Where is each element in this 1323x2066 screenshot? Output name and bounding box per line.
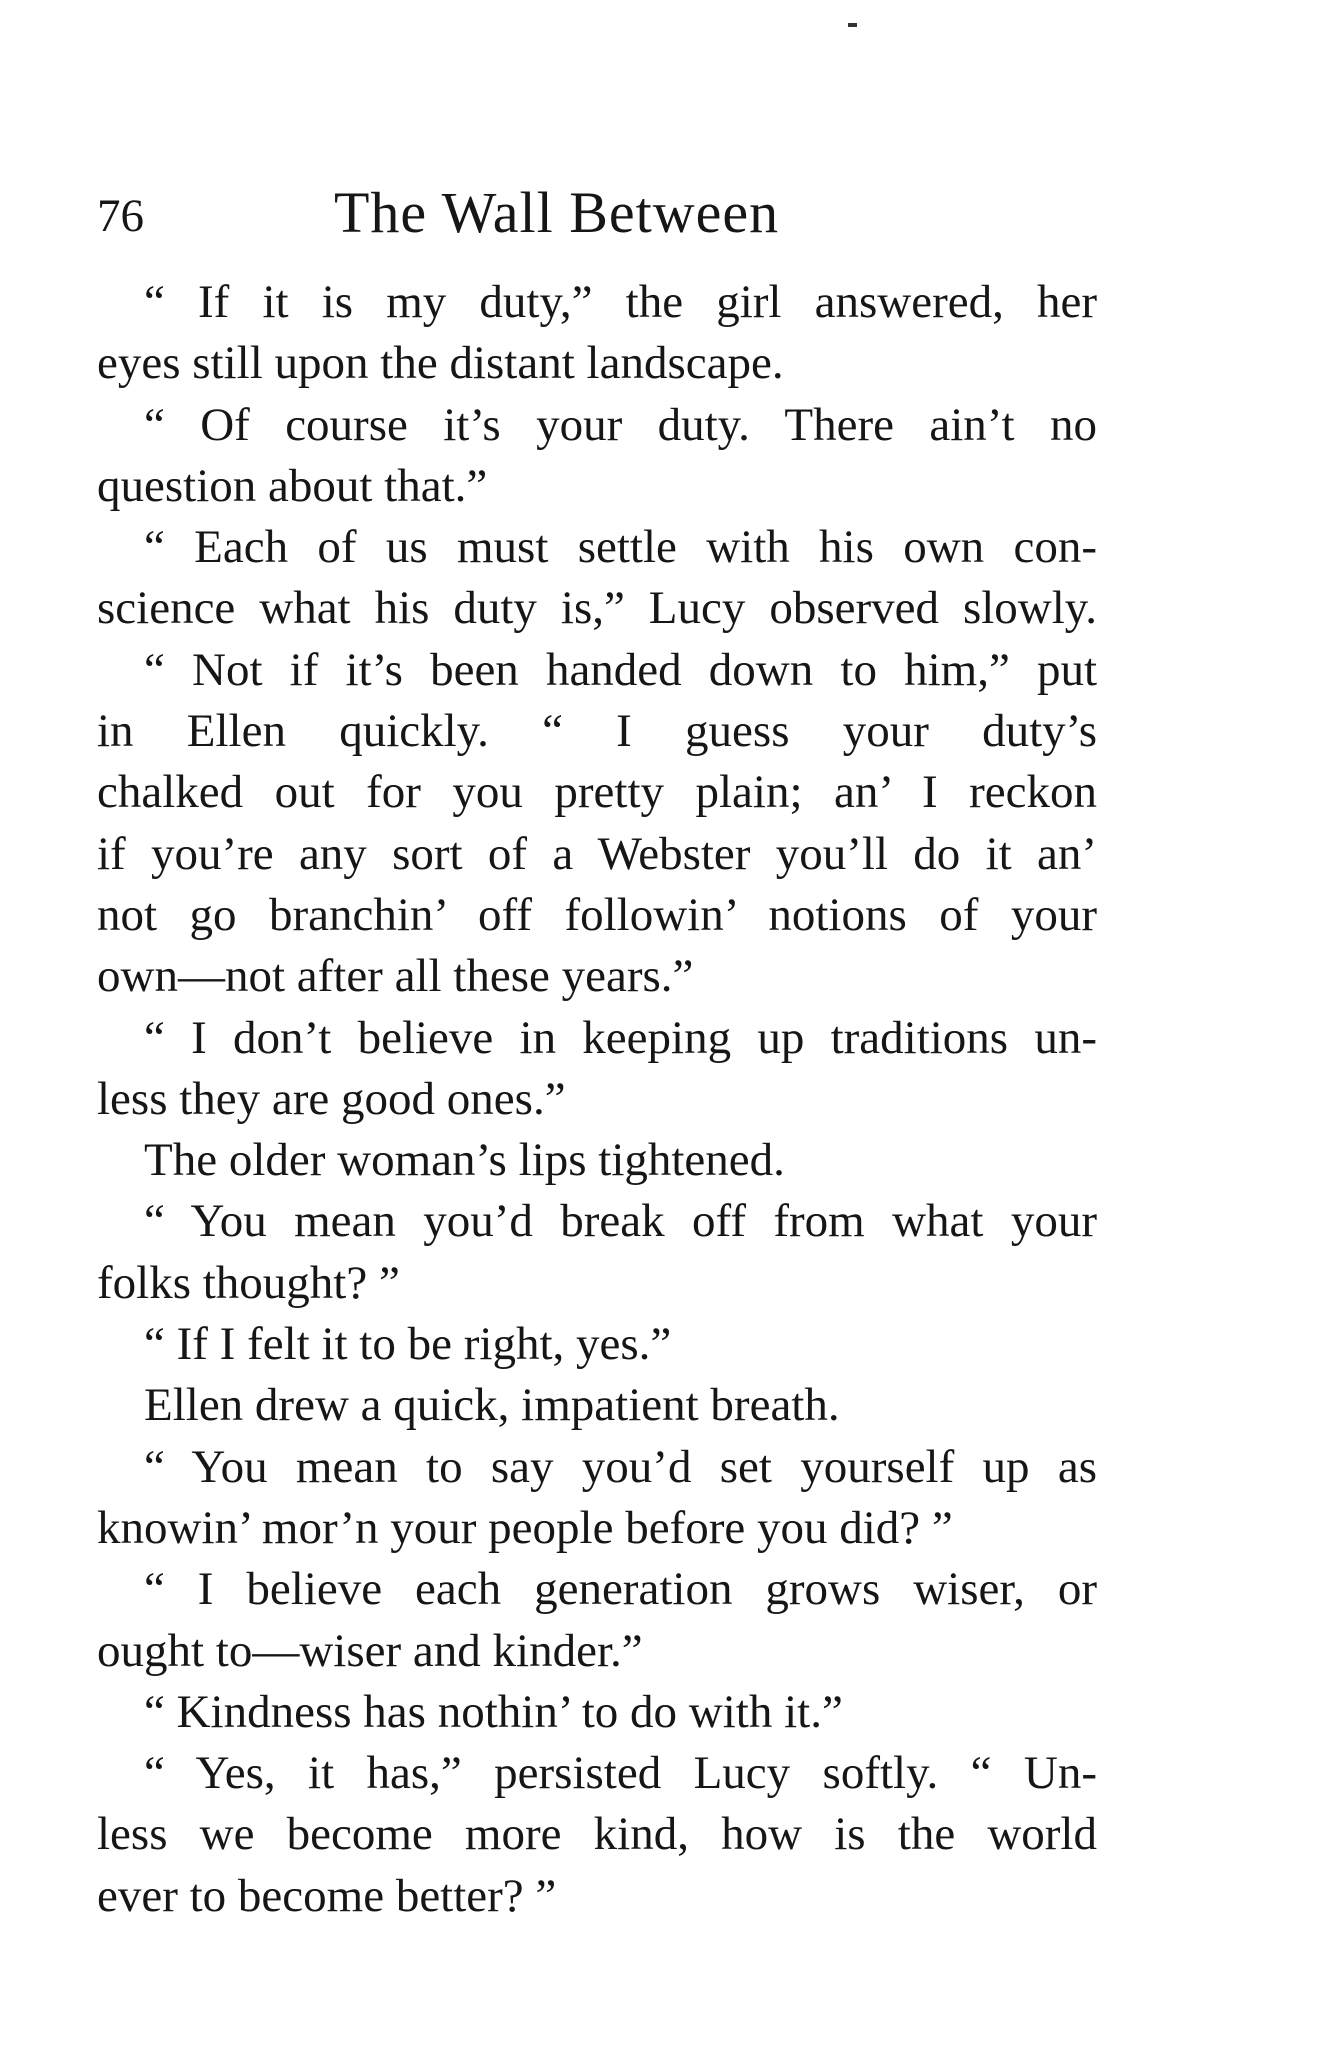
text-line: “ Each of us must settle with his own con- [144, 521, 1097, 574]
text-line: if you’re any sort of a Webster you’ll do it an’ [97, 827, 1097, 880]
paragraph [97, 1130, 1097, 1191]
paragraph [97, 1375, 1097, 1436]
text-line: in Ellen quickly. “ I guess your duty’s [97, 705, 1097, 758]
text-line: “ You mean to say you’d set yourself up as [144, 1440, 1097, 1493]
paragraph [97, 272, 1097, 395]
text-line: science what his duty is,” Lucy observed slowly. [97, 582, 1097, 635]
text-line: less we become more kind, how is the world [97, 1808, 1097, 1861]
paragraph [97, 395, 1097, 518]
body-text [97, 272, 1097, 1927]
paragraph [97, 1437, 1097, 1560]
text-line: not go branchin’ off followin’ notions of your [97, 888, 1097, 941]
text-line: “ If it is my duty,” the girl answered, her [144, 276, 1097, 328]
paragraph [97, 517, 1097, 640]
text-line: folks thought? ” [97, 1256, 400, 1309]
text-line: “ You mean you’d break off from what your [144, 1195, 1097, 1248]
text-line: less they are good ones.” [97, 1072, 566, 1125]
text-line: “ I don’t believe in keeping up traditions un- [144, 1011, 1097, 1064]
scan-speck [848, 23, 857, 27]
running-head [97, 178, 1097, 258]
text-line: ought to—wiser and kinder.” [97, 1624, 643, 1677]
text-line: ever to become better? ” [97, 1869, 557, 1922]
text-line: “ Yes, it has,” persisted Lucy softly. “ Un- [144, 1747, 1097, 1800]
paragraph [97, 640, 1097, 1008]
text-line: “ Of course it’s your duty. There ain’t no [144, 398, 1097, 451]
text-line: chalked out for you pretty plain; an’ I reckon [97, 766, 1097, 819]
text-line: “ Not if it’s been handed down to him,” put [144, 643, 1097, 696]
paragraph [97, 1008, 1097, 1131]
page-number: 76 [97, 190, 144, 242]
paragraph [97, 1559, 1097, 1682]
text-line: “ I believe each generation grows wiser, or [144, 1563, 1097, 1616]
text-line: knowin’ mor’n your people before you did? ” [97, 1501, 953, 1554]
paragraph [97, 1314, 1097, 1375]
paragraph [97, 1682, 1097, 1743]
text-line: The older woman’s lips tightened. [144, 1134, 785, 1187]
text-line: “ Kindness has nothin’ to do with it.” [144, 1685, 843, 1738]
text-line: Ellen drew a quick, impatient breath. [144, 1379, 840, 1432]
paragraph [97, 1191, 1097, 1314]
paragraph [97, 1743, 1097, 1927]
book-title: The Wall Between [334, 180, 780, 245]
text-line: “ If I felt it to be right, yes.” [144, 1318, 672, 1371]
text-line: eyes still upon the distant landscape. [97, 337, 784, 390]
text-line: question about that.” [97, 459, 488, 512]
text-line: own—not after all these years.” [97, 950, 694, 1003]
